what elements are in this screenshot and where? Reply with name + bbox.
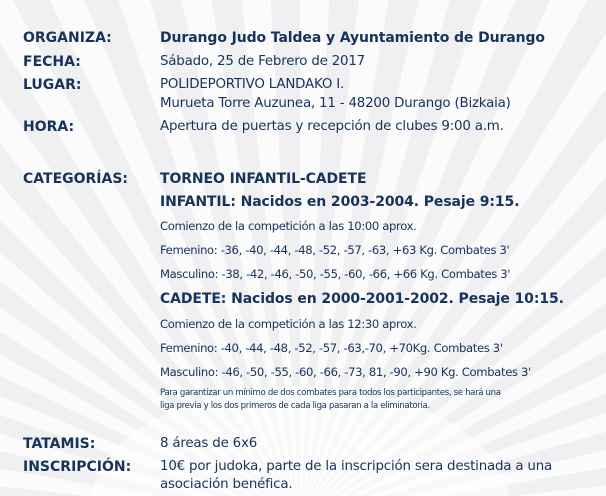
nota-line1: Para garantizar un mínimo de dos combates para todos los participantes, se hará una: [160, 388, 501, 398]
lugar-line2: Murueta Torre Auzunea, 11 - 48200 Durango (Bizkaia): [160, 96, 511, 111]
lugar-label: LUGAR:: [23, 77, 82, 93]
nota-line2: liga previa y los dos primeros de cada liga pasaran a la eliminatoria.: [160, 401, 430, 411]
infantil-femenino: Femenino: -36, -40, -44, -48, -52, -57, -63, +63 Kg. Combates 3': [160, 243, 510, 257]
categorias-label: CATEGORÍAS:: [23, 171, 129, 187]
hora-value: Apertura de puertas y recepción de clubes 9:00 a.m.: [160, 119, 504, 134]
infantil-comienzo: Comienzo de la competición a las 10:00 aprox.: [160, 219, 417, 233]
tatamis-value: 8 áreas de 6x6: [160, 436, 258, 451]
cadete-masculino: Masculino: -46, -50, -55, -60, -66, -73, 81, -90, +90 Kg. Combates 3': [160, 365, 531, 379]
infantil-masculino: Masculino: -38, -42, -46, -50, -55, -60, -66, +66 Kg. Combates 3': [160, 267, 511, 281]
organiza-label: ORGANIZA:: [23, 30, 112, 46]
inscripcion-line2: asociación benéfica.: [160, 477, 293, 492]
cadete-comienzo: Comienzo de la competición a las 12:30 aprox.: [160, 317, 417, 331]
inscripcion-line1: 10€ por judoka, parte de la inscripción sera destinada a una: [160, 459, 552, 474]
tatamis-label: TATAMIS:: [23, 436, 96, 452]
lugar-line1: POLIDEPORTIVO LANDAKO I.: [160, 77, 345, 92]
inscripcion-label: INSCRIPCIÓN:: [23, 459, 132, 475]
fecha-value: Sábado, 25 de Febrero de 2017: [160, 54, 365, 69]
fecha-label: FECHA:: [23, 54, 81, 70]
torneo-title: TORNEO INFANTIL-CADETE: [160, 171, 367, 187]
infantil-heading: INFANTIL: Nacidos en 2003-2004. Pesaje 9:15.: [160, 194, 520, 210]
cadete-femenino: Femenino: -40, -44, -48, -52, -57, -63,-70, +70Kg. Combates 3': [160, 341, 503, 355]
cadete-heading: CADETE: Nacidos en 2000-2001-2002. Pesaje 10:15.: [160, 291, 564, 307]
hora-label: HORA:: [23, 119, 75, 135]
organiza-value: Durango Judo Taldea y Ayuntamiento de Durango: [160, 30, 545, 46]
